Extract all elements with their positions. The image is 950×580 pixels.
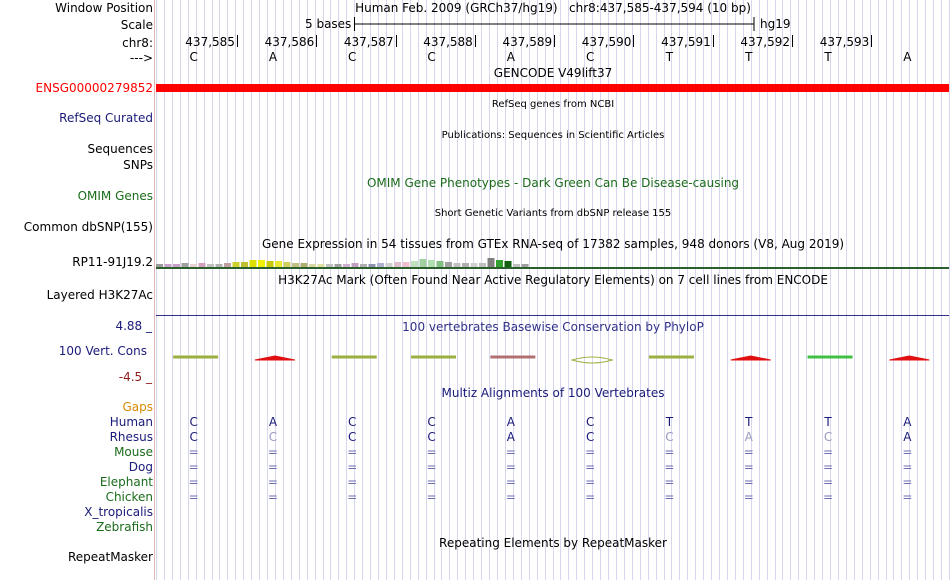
- multiz-title: Multiz Alignments of 100 Vertebrates: [441, 386, 665, 400]
- alignment-base: C: [189, 415, 198, 429]
- alignment-base: T: [824, 415, 832, 429]
- gtex-tissue-bar[interactable]: [420, 259, 427, 267]
- ruler-tick: 437,586: [265, 35, 315, 49]
- reference-base: A: [903, 50, 912, 64]
- h3k27ac-label[interactable]: Layered H3K27Ac: [46, 288, 153, 302]
- alignment-base: C: [585, 430, 595, 444]
- alignment-base: =: [664, 445, 675, 459]
- alignment-base: =: [188, 475, 199, 489]
- reference-base: A: [268, 50, 278, 64]
- ruler-tick: 437,589: [503, 35, 553, 49]
- alignment-base: =: [347, 445, 358, 459]
- alignment-base: =: [664, 475, 675, 489]
- alignment-base: =: [505, 460, 516, 474]
- alignment-base: =: [188, 460, 199, 474]
- reference-base: C: [585, 50, 595, 64]
- chrom-label: chr8:: [122, 36, 153, 50]
- alignment-base: =: [505, 490, 516, 504]
- gencode-title: GENCODE V49lift37: [493, 66, 613, 80]
- alignment-base: T: [745, 415, 753, 429]
- alignment-base: =: [188, 445, 199, 459]
- alignment-base: A: [506, 430, 515, 444]
- alignment-base: =: [823, 460, 834, 474]
- alignment-base: C: [348, 430, 357, 444]
- alignment-base: A: [744, 430, 753, 444]
- reference-base: C: [348, 50, 357, 64]
- label-divider: [154, 0, 155, 580]
- alignment-base: A: [506, 415, 515, 429]
- gtex-title: Gene Expression in 54 tissues from GTEx RNA-seq of 17382 samples, 948 donors (V8, Aug 2019): [261, 237, 845, 251]
- position-title: [156, 1, 950, 15]
- conservation-title: 100 vertebrates Basewise Conservation by PhyloP: [402, 320, 704, 334]
- strand-label: --->: [129, 51, 153, 65]
- position-text: chr8:437,585-437,594 (10 bp): [569, 1, 751, 15]
- species-label[interactable]: Elephant: [99, 475, 153, 489]
- alignment-base: =: [743, 460, 754, 474]
- ruler-tick: 437,587: [344, 35, 394, 49]
- alignment-base: =: [823, 475, 834, 489]
- reference-base: T: [665, 50, 674, 64]
- ruler-tick: 437,591: [661, 35, 711, 49]
- conservation-glyph[interactable]: [808, 356, 852, 358]
- alignment-base: =: [585, 475, 596, 489]
- alignment-base: =: [505, 475, 516, 489]
- alignment-base: =: [664, 460, 675, 474]
- conservation-glyph[interactable]: [889, 356, 929, 360]
- scale-bar: [354, 17, 756, 31]
- alignment-base: C: [585, 415, 595, 429]
- species-label[interactable]: X_tropicalis: [84, 505, 153, 519]
- gtex-tissue-bar[interactable]: [258, 260, 265, 267]
- reference-base: T: [745, 50, 753, 64]
- gtex-tissue-bar[interactable]: [488, 258, 495, 267]
- refseq-label[interactable]: RefSeq Curated: [59, 111, 153, 125]
- alignment-base: =: [823, 490, 834, 504]
- conservation-max: 4.88 _: [115, 319, 152, 333]
- alignment-base: C: [665, 430, 674, 444]
- alignment-base: A: [903, 415, 912, 429]
- reference-base: C: [427, 50, 436, 64]
- alignment-base: A: [268, 415, 278, 429]
- species-label[interactable]: Rhesus: [109, 430, 153, 444]
- alignment-base: =: [585, 460, 596, 474]
- species-label[interactable]: Chicken: [105, 490, 153, 504]
- alignment-base: =: [505, 445, 516, 459]
- scale-text: 5 bases: [305, 17, 352, 31]
- h3k27ac-title: H3K27Ac Mark (Often Found Near Active Regulatory Elements) on 7 cell lines from ENCODE: [278, 273, 828, 287]
- gtex-expression-bars[interactable]: [156, 252, 536, 268]
- alignment-base: =: [743, 475, 754, 489]
- omim-label[interactable]: OMIM Genes: [77, 189, 153, 203]
- gtex-tissue-bar[interactable]: [428, 260, 435, 267]
- reference-base: T: [824, 50, 832, 64]
- alignment-base: =: [188, 490, 199, 504]
- conservation-glyph[interactable]: [412, 356, 456, 358]
- conservation-glyph[interactable]: [255, 356, 295, 360]
- conservation-glyph[interactable]: [174, 356, 218, 358]
- species-label[interactable]: Dog: [128, 460, 153, 474]
- window-position-label: Window Position: [55, 1, 153, 15]
- species-label[interactable]: Human: [109, 415, 153, 429]
- species-label[interactable]: Zebrafish: [96, 520, 153, 534]
- alignment-base: =: [823, 445, 834, 459]
- alignment-base: =: [347, 475, 358, 489]
- conservation-glyph[interactable]: [649, 356, 693, 358]
- omim-title: OMIM Gene Phenotypes - Dark Green Can Be Disease-causing: [366, 176, 740, 190]
- reference-base: C: [189, 50, 198, 64]
- alignment-base: =: [426, 445, 437, 459]
- conservation-label[interactable]: 100 Vert. Cons: [58, 344, 147, 358]
- publications-title: Publications: Sequences in Scientific Articles: [441, 130, 665, 141]
- conservation-min: -4.5 _: [118, 370, 152, 384]
- scale-db: hg19: [760, 17, 791, 31]
- alignment-base: =: [347, 460, 358, 474]
- gtex-baseline: [156, 267, 949, 269]
- reference-base: A: [506, 50, 515, 64]
- dbsnp-title: Short Genetic Variants from dbSNP release 155: [434, 208, 672, 219]
- alignment-base: =: [426, 490, 437, 504]
- snps-label[interactable]: SNPs: [123, 158, 153, 172]
- ruler-tick: 437,593: [820, 35, 870, 49]
- alignment-base: C: [427, 415, 436, 429]
- conservation-glyphs[interactable]: [156, 350, 950, 370]
- alignment-base: =: [426, 460, 437, 474]
- conservation-glyph[interactable]: [572, 357, 612, 363]
- alignment-base: =: [585, 445, 596, 459]
- alignment-base: C: [823, 430, 833, 444]
- alignment-base: =: [267, 460, 278, 474]
- gtex-tissue-bar[interactable]: [496, 260, 503, 267]
- alignment-base: =: [743, 445, 754, 459]
- ruler-tick: 437,585: [185, 35, 235, 49]
- alignment-base: =: [902, 490, 913, 504]
- alignment-base: =: [585, 490, 596, 504]
- alignment-base: =: [426, 475, 437, 489]
- alignment-base: =: [267, 445, 278, 459]
- alignment-base: =: [664, 490, 675, 504]
- dbsnp-label[interactable]: Common dbSNP(155): [23, 220, 153, 234]
- ruler-tick: 437,592: [740, 35, 790, 49]
- ruler-tick: 437,590: [582, 35, 632, 49]
- alignment-base: C: [348, 415, 357, 429]
- alignment-base: =: [902, 445, 913, 459]
- refseq-title: RefSeq genes from NCBI: [491, 99, 615, 110]
- alignment-base: =: [902, 475, 913, 489]
- gencode-gene-bar[interactable]: [156, 84, 949, 92]
- alignment-base: =: [267, 475, 278, 489]
- alignment-base: C: [427, 430, 436, 444]
- species-label[interactable]: Mouse: [114, 445, 153, 459]
- alignment-base: C: [189, 430, 198, 444]
- assembly-text: Human Feb. 2009 (GRCh37/hg19): [355, 1, 558, 15]
- alignment-base: =: [902, 460, 913, 474]
- repeatmasker-label[interactable]: RepeatMasker: [67, 550, 153, 564]
- scale-label: Scale: [120, 18, 153, 32]
- gaps-label[interactable]: Gaps: [122, 400, 153, 414]
- gencode-gene-label[interactable]: ENSG00000279852: [35, 81, 153, 95]
- conservation-glyph[interactable]: [731, 356, 771, 360]
- alignment-base: =: [267, 490, 278, 504]
- alignment-base: C: [268, 430, 278, 444]
- conservation-glyph[interactable]: [332, 356, 376, 358]
- alignment-base: =: [347, 490, 358, 504]
- alignment-base: T: [665, 415, 674, 429]
- sequences-label[interactable]: Sequences: [87, 142, 153, 156]
- alignment-base: A: [903, 430, 912, 444]
- ruler-tick: 437,588: [423, 35, 473, 49]
- repeatmasker-title: Repeating Elements by RepeatMasker: [439, 536, 667, 550]
- h3k27ac-baseline: [156, 315, 949, 316]
- gtex-label[interactable]: RP11-91J19.2: [72, 255, 153, 269]
- gtex-tissue-bar[interactable]: [250, 260, 257, 267]
- alignment-base: =: [743, 490, 754, 504]
- conservation-glyph[interactable]: [491, 356, 535, 358]
